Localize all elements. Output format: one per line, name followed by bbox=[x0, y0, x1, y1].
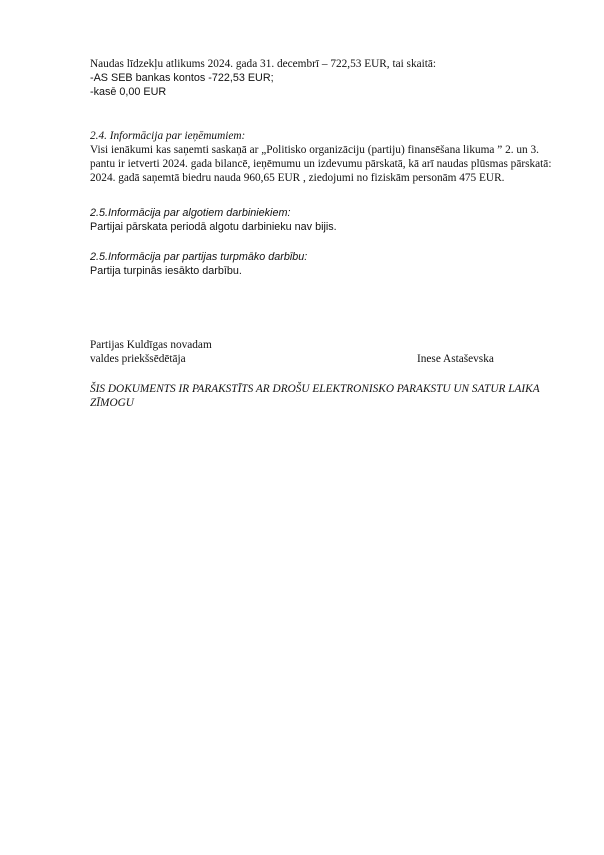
income-text-3: 2024. gadā saņemtā biedru nauda 960,65 EUR , ziedojumi no fiziskām personām 475 EUR. bbox=[90, 172, 505, 184]
balance-section bbox=[90, 57, 550, 99]
income-section bbox=[90, 129, 550, 185]
income-text-1: Visi ienākumi kas saņemti saskaņā ar „Politisko organizāciju (partiju) finansēšana likuma ” 2. un 3. bbox=[90, 144, 539, 156]
salaries-section bbox=[90, 206, 550, 234]
signature-block bbox=[90, 338, 550, 366]
income-heading: 2.4. Informācija par ieņēmumiem: bbox=[90, 130, 246, 142]
signature-org: Partijas Kuldīgas novadam bbox=[90, 339, 212, 351]
balance-total: Naudas līdzekļu atlikums 2024. gada 31. decembrī – 722,53 EUR, tai skaitā: bbox=[90, 58, 437, 70]
signature-row bbox=[90, 352, 550, 366]
balance-bank: -AS SEB bankas kontos -722,53 EUR; bbox=[90, 72, 274, 84]
future-heading: 2.5.Informācija par partijas turpmāko darbību: bbox=[90, 251, 308, 263]
income-text-2: pantu ir ietverti 2024. gada bilancē, ieņēmumu un izdevumu pārskatā, kā arī naudas plūsmas pārskatā: bbox=[90, 158, 552, 170]
salaries-text: Partijai pārskata periodā algotu darbinieku nav bijis. bbox=[90, 221, 337, 233]
salaries-heading: 2.5.Informācija par algotiem darbiniekiem: bbox=[90, 207, 291, 219]
signature-role: valdes priekšsēdētāja bbox=[90, 353, 186, 365]
electronic-signature-notice: ŠIS DOKUMENTS IR PARAKSTĪTS AR DROŠU ELEKTRONISKO PARAKSTU UN SATUR LAIKA ZĪMOGU bbox=[90, 383, 540, 409]
balance-cash: -kasē 0,00 EUR bbox=[90, 86, 167, 98]
signature-name: Inese Astaševska bbox=[417, 353, 494, 365]
future-text: Partija turpinās iesākto darbību. bbox=[90, 265, 242, 277]
future-section bbox=[90, 250, 550, 278]
